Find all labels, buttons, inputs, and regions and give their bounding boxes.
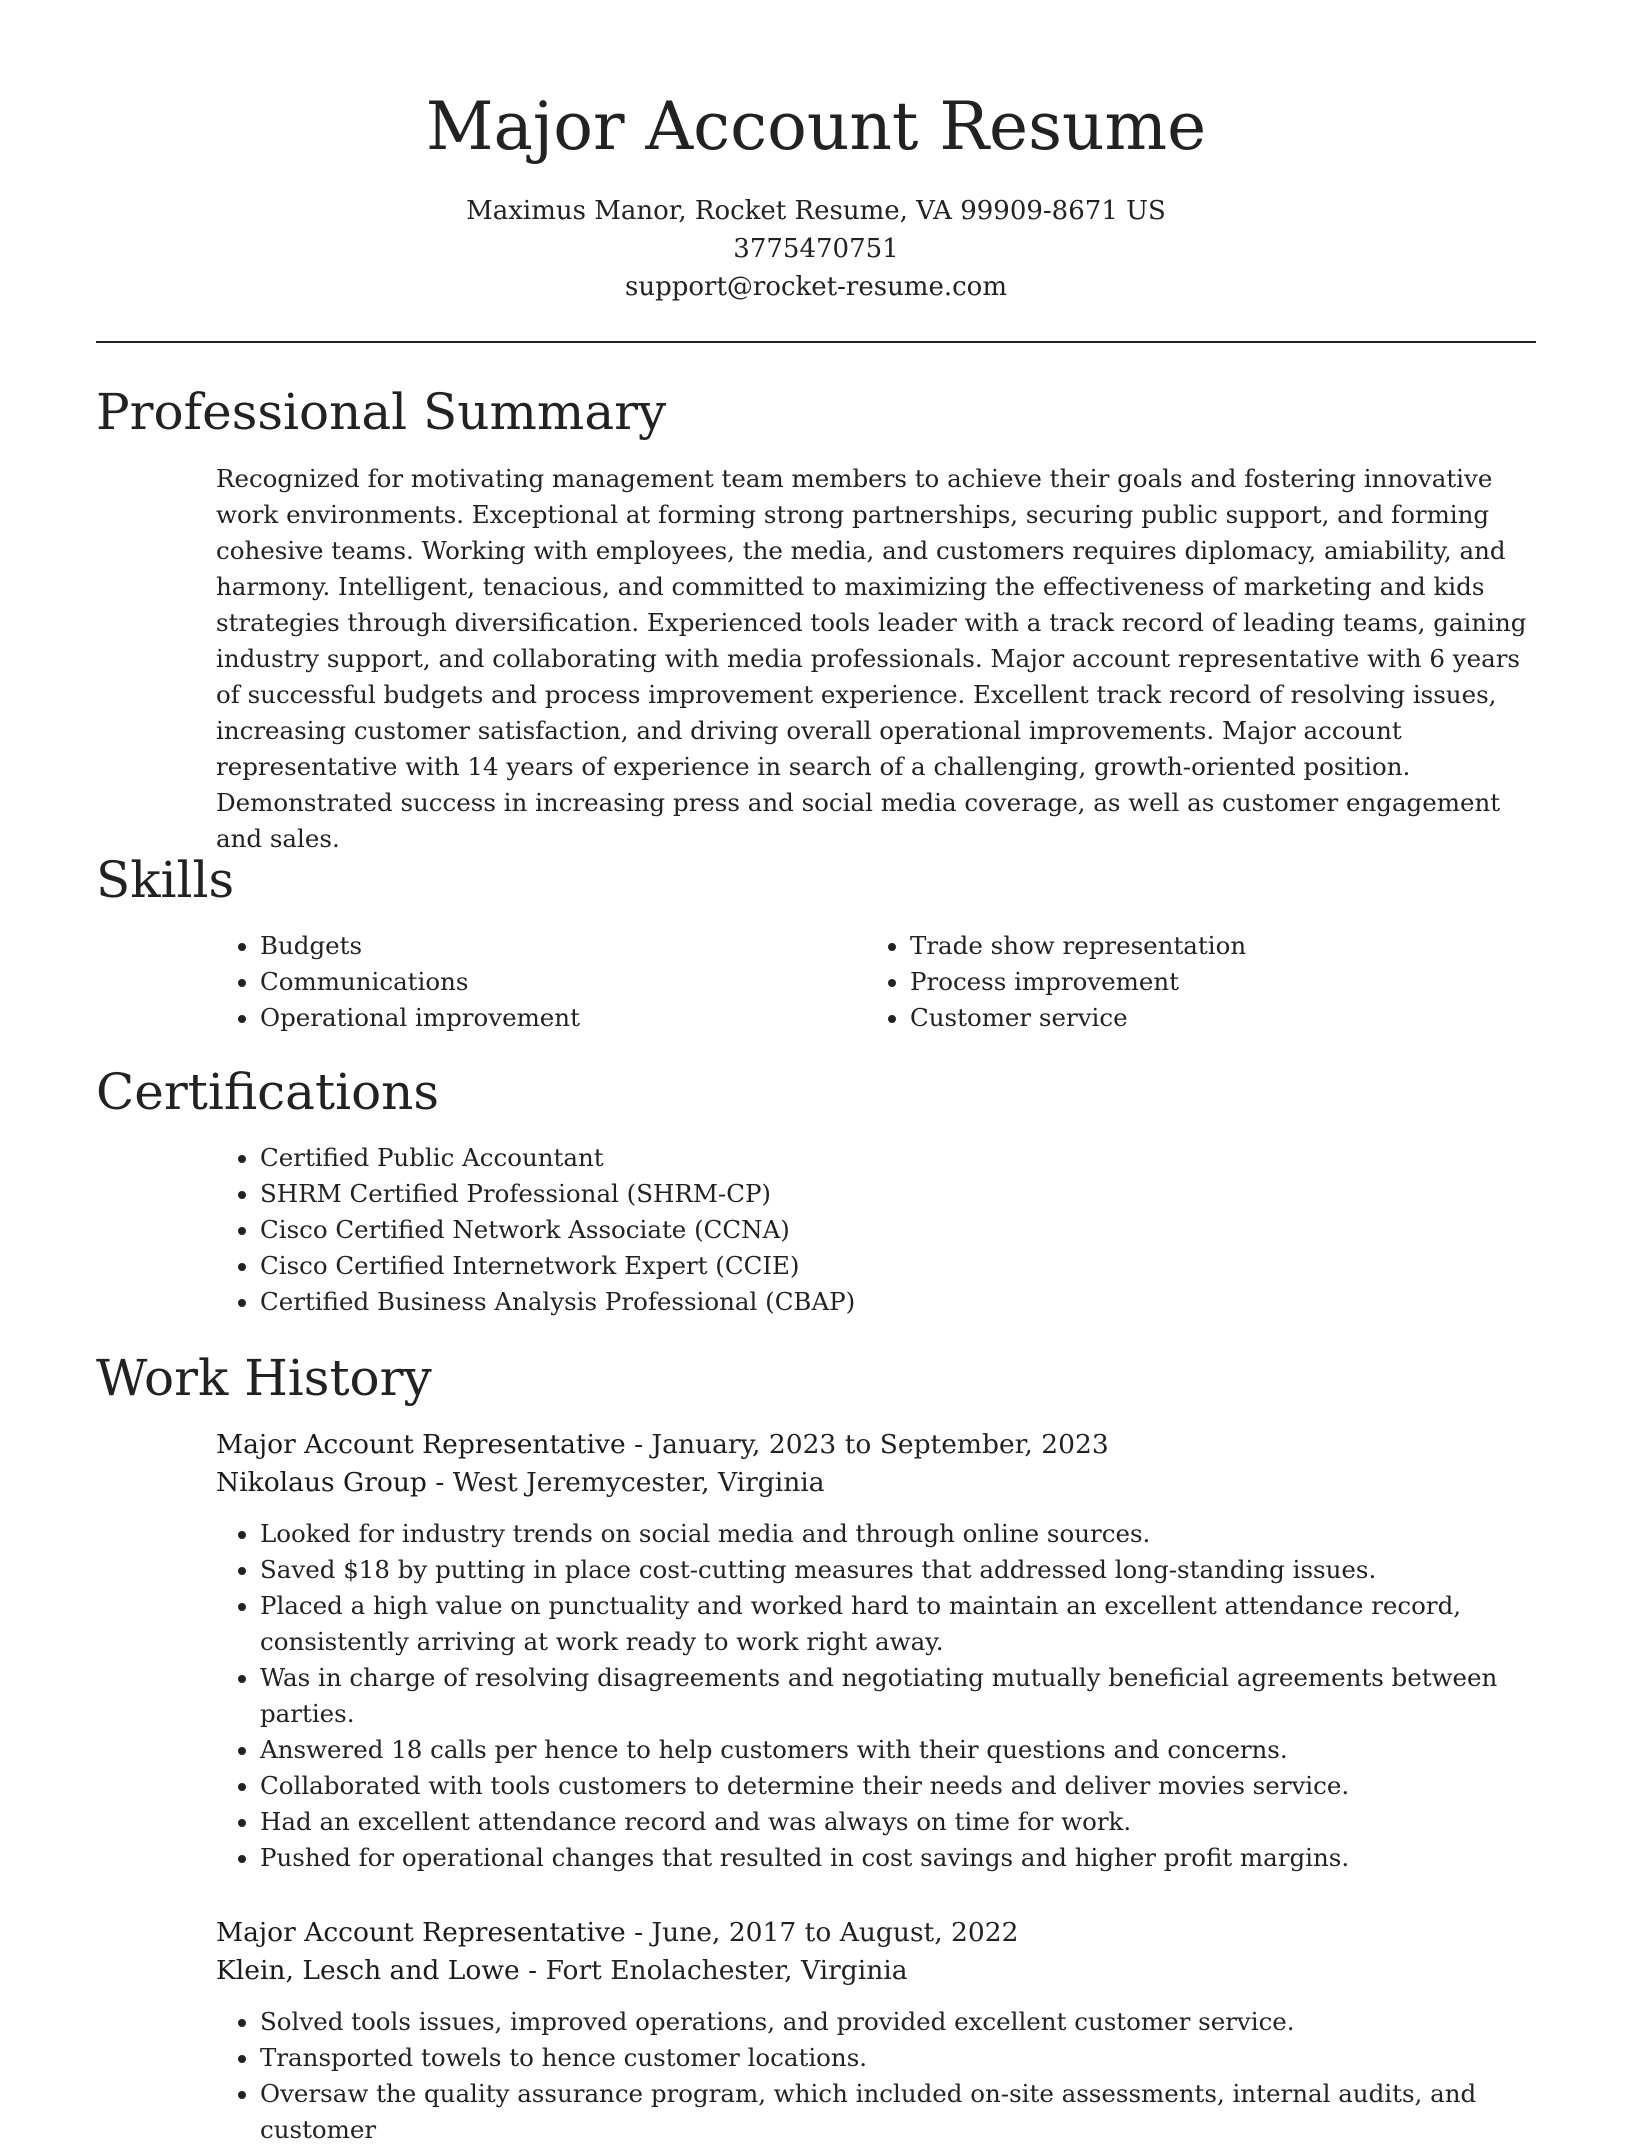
list-item: • Process improvement	[910, 964, 1516, 1000]
job-role: Major Account Representative	[216, 1429, 626, 1460]
header-divider	[96, 341, 1536, 343]
skills-heading: Skills	[96, 851, 235, 909]
job-dates: June, 2017 to August, 2022	[651, 1917, 1019, 1948]
job-entry	[216, 1914, 1536, 2148]
certifications-section	[216, 1140, 1536, 1320]
list-item: • Transported towels to hence customer locations.	[260, 2040, 1536, 2076]
job-company: Nikolaus Group	[216, 1467, 427, 1498]
list-item: • Trade show representation	[910, 928, 1516, 964]
job-location: West Jeremycester, Virginia	[452, 1467, 825, 1498]
list-item: • Solved tools issues, improved operations, and provided excellent customer service.	[260, 2004, 1536, 2040]
list-item: • Had an excellent attendance record and was always on time for work.	[260, 1804, 1536, 1840]
list-item: • Oversaw the quality assurance program, which included on-site assessments, internal audits, and customer	[260, 2076, 1536, 2148]
certifications-heading: Certifications	[96, 1063, 440, 1121]
list-item: • Communications	[260, 964, 866, 1000]
list-item: • Certified Public Accountant	[260, 1140, 1536, 1176]
job-company-line: Nikolaus Group - West Jeremycester, Virginia	[216, 1467, 825, 1498]
job-company: Klein, Lesch and Lowe	[216, 1955, 520, 1986]
contact-info	[0, 192, 1632, 306]
resume-header	[0, 0, 1632, 306]
job-duties-list	[216, 2004, 1536, 2148]
list-item: • Answered 18 calls per hence to help customers with their questions and concerns.	[260, 1732, 1536, 1768]
job-duties-list	[216, 1516, 1536, 1876]
resume-title: Major Account Resume	[425, 88, 1207, 165]
certifications-list	[216, 1140, 1536, 1320]
list-item: • Cisco Certified Network Associate (CCNA)	[260, 1212, 1536, 1248]
job-role-line: Major Account Representative - January, 2023 to September, 2023	[216, 1429, 1109, 1460]
address: Maximus Manor, Rocket Resume, VA 99909-8671 US	[466, 196, 1166, 226]
job-entry	[216, 1426, 1536, 1876]
summary-section	[216, 461, 1536, 857]
list-item: • Certified Business Analysis Professional (CBAP)	[260, 1284, 1536, 1320]
job-role-line: Major Account Representative - June, 2017 to August, 2022	[216, 1917, 1019, 1948]
list-item: • Was in charge of resolving disagreements and negotiating mutually beneficial agreements between parties.	[260, 1660, 1536, 1732]
phone: 3775470751	[733, 234, 899, 264]
list-item: • Operational improvement	[260, 1000, 866, 1036]
skills-list-right	[866, 928, 1516, 1036]
summary-heading: Professional Summary	[96, 383, 667, 441]
list-item: • Pushed for operational changes that resulted in cost savings and higher profit margins.	[260, 1840, 1536, 1876]
job-dates: January, 2023 to September, 2023	[651, 1429, 1109, 1460]
list-item: • Cisco Certified Internetwork Expert (CCIE)	[260, 1248, 1536, 1284]
skills-list-left	[216, 928, 866, 1036]
job-company-line: Klein, Lesch and Lowe - Fort Enolachester, Virginia	[216, 1955, 908, 1986]
list-item: • SHRM Certified Professional (SHRM-CP)	[260, 1176, 1536, 1212]
job-location: Fort Enolachester, Virginia	[545, 1955, 908, 1986]
list-item: • Budgets	[260, 928, 866, 964]
work-history-heading: Work History	[96, 1349, 432, 1407]
email: support@rocket-resume.com	[624, 272, 1007, 302]
list-item: • Collaborated with tools customers to determine their needs and deliver movies service.	[260, 1768, 1536, 1804]
list-item: • Customer service	[910, 1000, 1516, 1036]
list-item: • Saved $18 by putting in place cost-cutting measures that addressed long-standing issues.	[260, 1552, 1536, 1588]
summary-text: Recognized for motivating management team members to achieve their goals and fostering innovative work environments. Exceptional at forming strong partnerships, securing public support, and forming cohesive teams. Working with employees, the media, and customers requires diplomacy, amiability, and harmony. Intelligent, tenacious, and committed to maximizing the effectiveness of marketing and kids strategies through diversification. Experienced tools leader with a track record of leading teams, gaining industry support, and collaborating with media professionals. Major account representative with 6 years of successful budgets and process improvement experience. Excellent track record of resolving issues, increasing customer satisfaction, and driving overall operational improvements. Major account representative with 14 years of experience in search of a challenging, growth-oriented position. Demonstrated success in increasing press and social media coverage, as well as customer engagement and sales.	[216, 464, 1527, 853]
skills-section	[216, 928, 1536, 1036]
list-item: • Looked for industry trends on social media and through online sources.	[260, 1516, 1536, 1552]
list-item: • Placed a high value on punctuality and worked hard to maintain an excellent attendance record, consistently arriving at work ready to work right away.	[260, 1588, 1536, 1660]
job-role: Major Account Representative	[216, 1917, 626, 1948]
